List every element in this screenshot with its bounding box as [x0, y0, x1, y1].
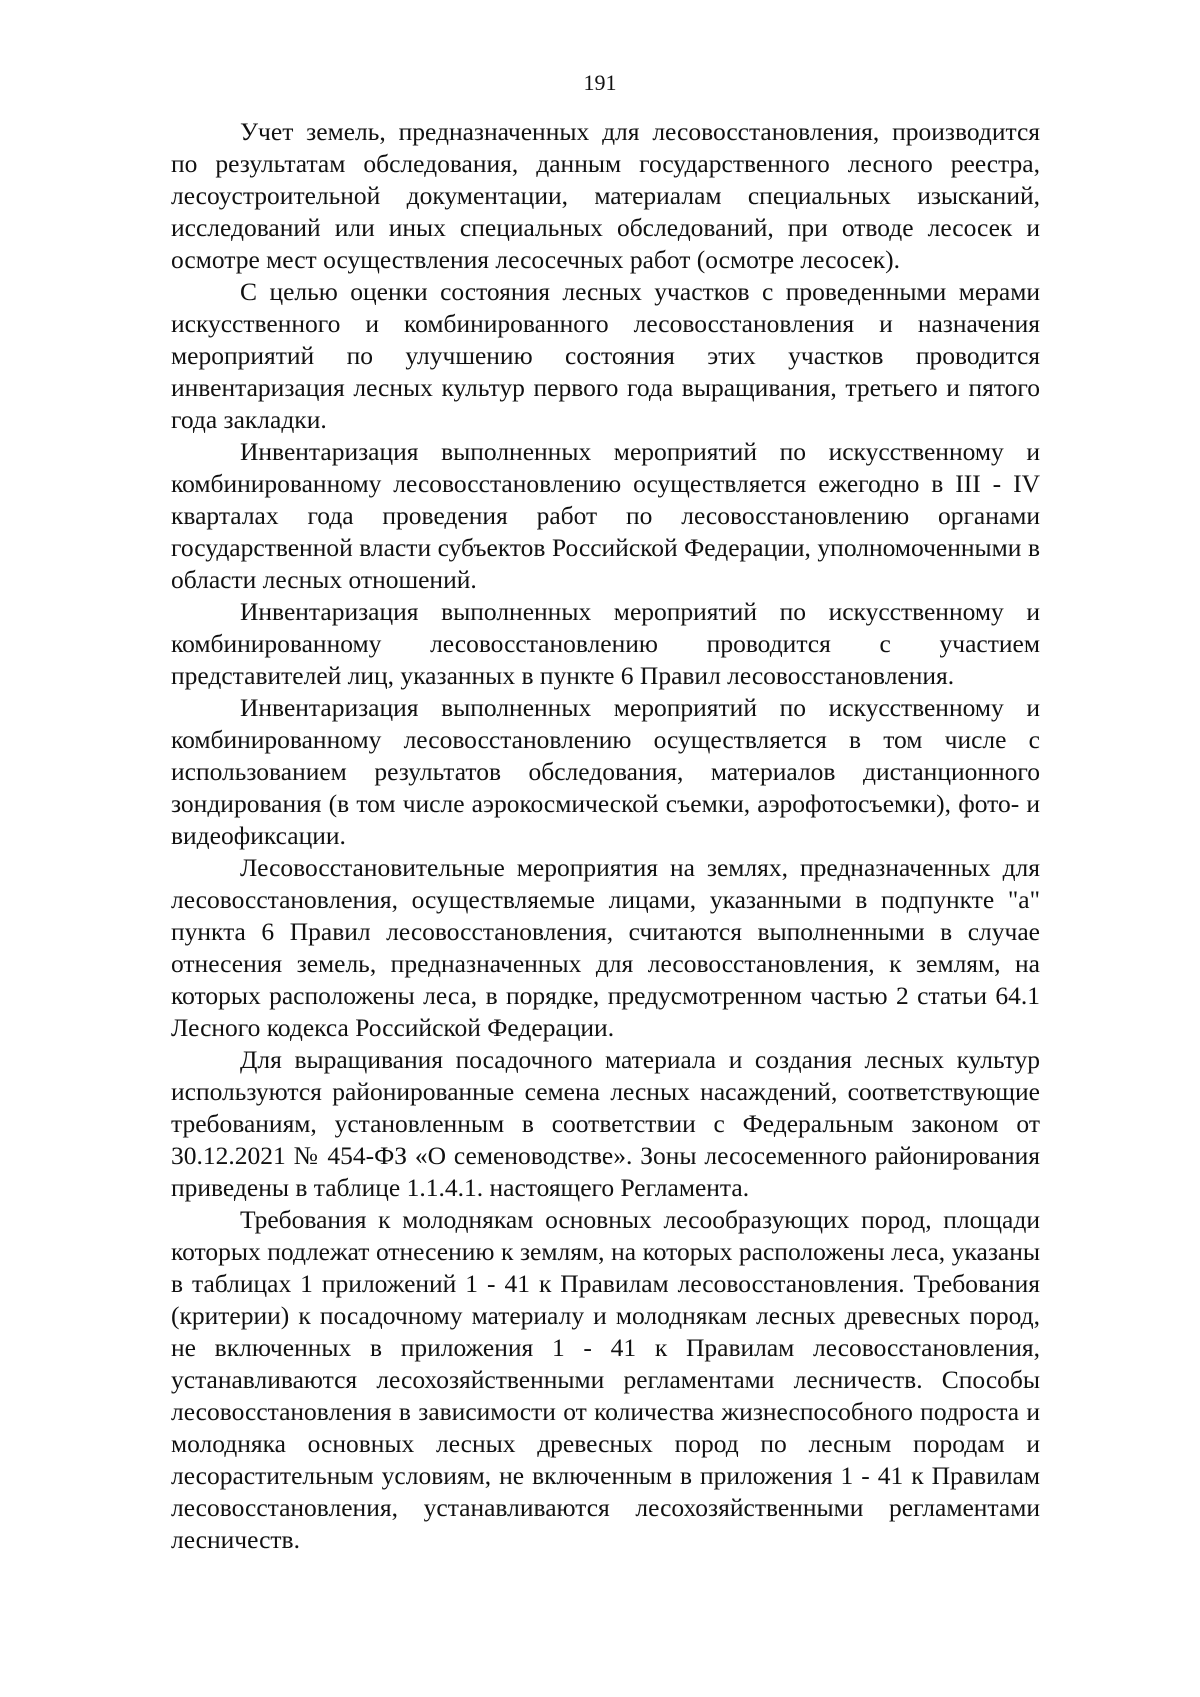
paragraph-completion-criteria: Лесовосстановительные мероприятия на землях, предназначенных для лесовосстановления, осуществляемые лицами, указанными в подпункте "а" пункта 6 Правил лесовосстановления, считаются выполненными в случае отнесения земель, предназначенных для лесовосстановления, к землям, на которых расположены леса, в порядке, предусмотренном частью 2 статьи 64.1 Лесного кодекса Российской Федерации. [171, 853, 1040, 1042]
document-body [171, 116, 1040, 1556]
page-number: 191 [583, 70, 617, 95]
paragraph-young-stand-requirements: Требования к молоднякам основных лесообразующих пород, площади которых подлежат отнесению к землям, на которых расположены леса, указаны в таблицах 1 приложений 1 - 41 к Правилам лесовосстановления. Требования (критерии) к посадочному материалу и молоднякам лесных древесных пород, не включенных в приложения 1 - 41 к Правилам лесовосстановления, устанавливаются лесохозяйственными регламентами лесничеств. Способы лесовосстановления в зависимости от количества жизнеспособного подроста и молодняка основных лесных древесных пород по лесным породам и лесорастительным условиям, не включенным в приложения 1 - 41 к Правилам лесовосстановления, устанавливаются лесохозяйственными регламентами лесничеств. [171, 1205, 1040, 1554]
paragraph-inventory-schedule: Инвентаризация выполненных мероприятий по искусственному и комбинированному лесовосстановлению осуществляется ежегодно в III - IV кварталах года проведения работ по лесовосстановлению органами государственной власти субъектов Российской Федерации, уполномоченными в области лесных отношений. [171, 437, 1040, 594]
paragraph-inventory-purpose: С целью оценки состояния лесных участков с проведенными мерами искусственного и комбинированного лесовосстановления и назначения мероприятий по улучшению состояния этих участков проводится инвентаризация лесных культур первого года выращивания, третьего и пятого года закладки. [171, 277, 1040, 434]
paragraph-land-accounting: Учет земель, предназначенных для лесовосстановления, производится по результатам обследования, данным государственного лесного реестра, лесоустроительной документации, материалам специальных изысканий, исследований или иных специальных обследований, при отводе лесосек и осмотре мест осуществления лесосечных работ (осмотре лесосек). [171, 117, 1040, 274]
paragraph-inventory-participants: Инвентаризация выполненных мероприятий по искусственному и комбинированному лесовосстановлению проводится с участием представителей лиц, указанных в пункте 6 Правил лесовосстановления. [171, 597, 1040, 690]
paragraph-inventory-methods: Инвентаризация выполненных мероприятий по искусственному и комбинированному лесовосстановлению осуществляется в том числе с использованием результатов обследования, материалов дистанционного зондирования (в том числе аэрокосмической съемки, аэрофотосъемки), фото- и видеофиксации. [171, 693, 1040, 850]
paragraph-seed-requirements: Для выращивания посадочного материала и создания лесных культур используются районированные семена лесных насаждений, соответствующие требованиям, установленным в соответствии с Федеральным законом от 30.12.2021 № 454-ФЗ «О семеноводстве». Зоны лесосеменного районирования приведены в таблице 1.1.4.1. настоящего Регламента. [171, 1045, 1040, 1202]
